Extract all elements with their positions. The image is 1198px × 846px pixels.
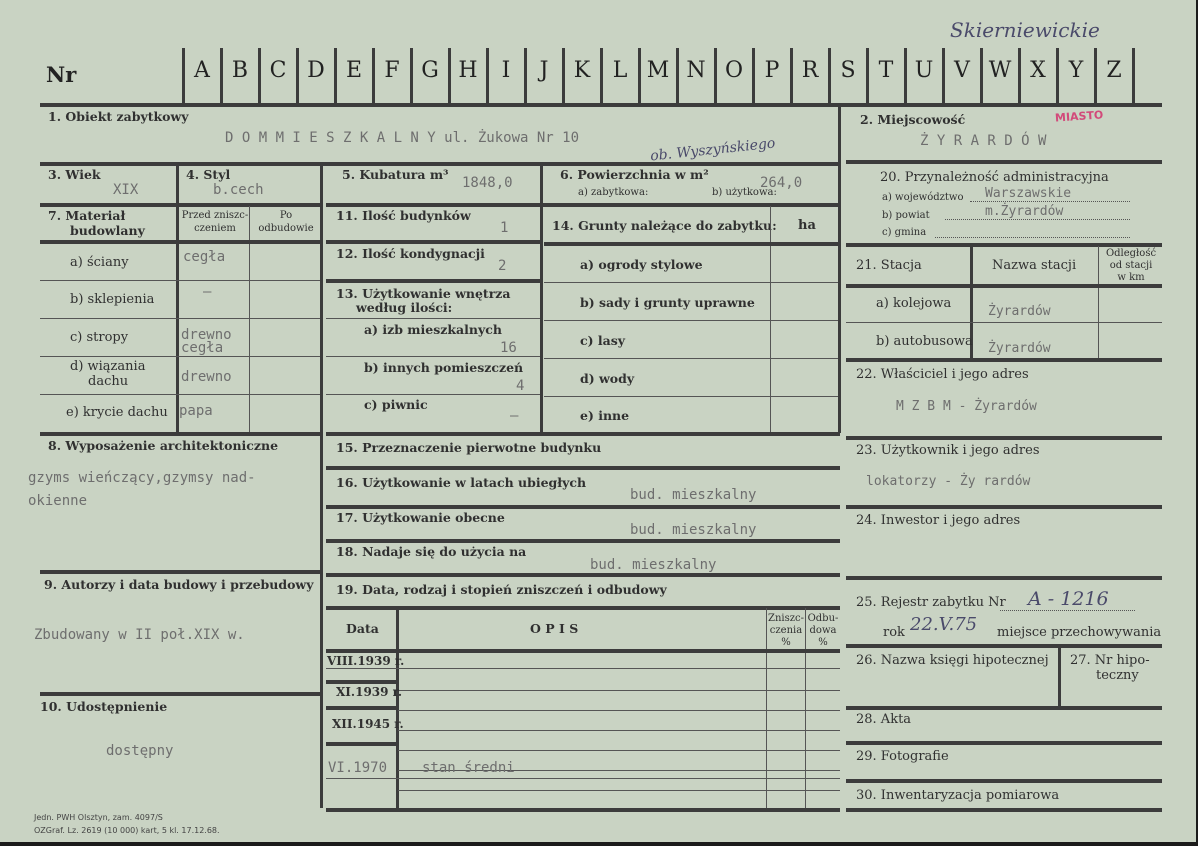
field-7-col-after-1: Po (279, 210, 293, 221)
letter-p: P (764, 58, 780, 83)
field-25-rok-value: 22.V.75 (910, 614, 978, 635)
letter-d: D (307, 58, 325, 83)
field-19-col-zn-1: Zniszc- (768, 613, 804, 624)
field-21-b-value: Żyrardów (988, 341, 1051, 356)
rule-19-r1 (326, 680, 398, 684)
rule-14c (544, 358, 838, 359)
field-1-label: 1. Obiekt zabytkowy (48, 109, 189, 124)
field-1-handwritten: ob. Wyszyńskiego (649, 135, 777, 165)
field-7b-label: b) sklepienia (70, 292, 155, 307)
rule-7c (40, 356, 320, 357)
field-20-c-dotline (935, 237, 1130, 238)
rule-after-field-15 (326, 466, 840, 470)
field-20-a-dotline (970, 201, 1130, 202)
field-5-label: 5. Kubatura m³ (342, 167, 449, 182)
field-12-value: 2 (498, 258, 507, 274)
rule-after-field-21 (846, 358, 1162, 362)
field-21-a-label: a) kolejowa (876, 296, 952, 311)
field-3-label: 3. Wiek (48, 167, 101, 182)
rule-7d (40, 394, 320, 395)
rule-after-field-30 (846, 808, 1162, 812)
rule-after-3-4 (40, 203, 322, 207)
rule-field-7-header (40, 240, 322, 244)
field-19-col-zn-3: % (781, 637, 791, 648)
field-20-b-value: m.Żyrardów (985, 204, 1064, 219)
letter-m: M (646, 58, 670, 83)
rule-13b (326, 394, 540, 395)
field-26-label: 26. Nazwa księgi hipotecznej (856, 653, 1049, 668)
rule-19-sub7 (398, 790, 840, 791)
field-9-value: Zbudowany w II poł.XIX w. (34, 627, 245, 643)
field-14b-label: b) sady i grunty uprawne (580, 295, 755, 310)
letter-k: K (573, 58, 591, 83)
rule-19-sub2 (398, 690, 840, 691)
field-4-label: 4. Styl (186, 167, 231, 182)
field-13c-value: – (510, 408, 519, 424)
rule-after-field-17 (326, 539, 840, 543)
rule-14a (544, 282, 838, 283)
field-13a-value: 16 (500, 340, 517, 356)
field-17-value: bud. mieszkalny (630, 522, 757, 538)
field-7e-before: papa (179, 403, 213, 419)
field-7b-before: – (203, 284, 212, 300)
field-7e-label: e) krycie dachu (66, 405, 168, 420)
letter-j: J (539, 58, 549, 83)
letter-c: C (269, 58, 287, 83)
letter-n: N (686, 58, 706, 83)
rule-19-r4 (326, 778, 840, 779)
field-25-rok-label: rok (883, 625, 905, 640)
field-19-date-1: VIII.1939 r. (327, 654, 405, 668)
field-13b-value: 4 (516, 378, 525, 394)
field-19-date-2: XI.1939 r. (336, 685, 403, 699)
letter-f: F (384, 58, 400, 83)
field-21-a-value: Żyrardów (988, 304, 1051, 319)
field-19-col-date: Data (346, 621, 379, 636)
letter-u: U (914, 58, 934, 83)
field-13b-label: b) innych pomieszczeń (364, 360, 524, 375)
field-17-label: 17. Użytkowanie obecne (336, 510, 505, 525)
rule-field-19-bottom (326, 808, 840, 812)
letter-t: T (878, 58, 894, 83)
rule-7a (40, 280, 320, 281)
letter-b: B (231, 58, 249, 83)
rule-after-5-6 (326, 203, 840, 207)
field-20-label: 20. Przynależność administracyjna (880, 170, 1109, 185)
rule-field-21-header (846, 284, 1162, 288)
letter-s: S (840, 58, 856, 83)
field-4-value: b.cech (213, 182, 264, 198)
field-21-col-dist-2: od stacji (1109, 260, 1153, 271)
rule-field-19-header (326, 649, 840, 653)
field-19-opis-4: stan średni (422, 760, 515, 776)
letter-r: R (801, 58, 819, 83)
field-19-col-opis: O P I S (530, 621, 579, 636)
letter-o: O (724, 58, 744, 83)
letter-x: X (1030, 58, 1046, 83)
field-19-col-zn-2: czenia (769, 625, 803, 636)
field-6-sub-a: a) zabytkowa: (578, 187, 649, 198)
field-12-label: 12. Ilość kondygnacji (336, 246, 485, 261)
rule-19-r3 (326, 742, 398, 746)
letter-v: V (954, 58, 970, 83)
field-15-label: 15. Przeznaczenie pierwotne budynku (336, 440, 602, 455)
field-25-label: 25. Rejestr zabytku Nr (856, 595, 1006, 610)
letter-i: I (501, 58, 511, 83)
field-11-value: 1 (500, 220, 509, 236)
field-25-place-label: miejsce przechowywania (997, 625, 1162, 640)
rule-after-field-25 (846, 644, 1162, 648)
field-14-unit: ha (798, 218, 816, 233)
letter-w: W (988, 58, 1012, 83)
rule-19-r2 (326, 706, 398, 710)
rule-field-19-top (326, 606, 840, 610)
field-25-reg-dotline (1000, 610, 1135, 611)
letter-z: Z (1106, 58, 1122, 83)
letter-l: L (612, 58, 628, 83)
field-20-c-label: c) gmina (882, 227, 927, 238)
nr-label: Nr (46, 62, 77, 87)
field-27-label-1: 27. Nr hipo- (1070, 653, 1150, 668)
field-6-value-b: 264,0 (760, 175, 803, 191)
field-13a-label: a) izb mieszkalnych (364, 322, 502, 337)
field-18-value: bud. mieszkalny (590, 557, 717, 573)
field-28-label: 28. Akta (856, 712, 912, 727)
letter-h: H (458, 58, 478, 83)
rule-after-field-16 (326, 505, 840, 509)
rule-after-field-12 (326, 279, 542, 283)
field-7d-before: drewno (181, 369, 232, 385)
rule-19-sub3 (398, 710, 840, 711)
field-20-a-label: a) województwo (882, 192, 964, 203)
field-14e-label: e) inne (580, 408, 630, 423)
field-25-reg-value: A - 1216 (1028, 588, 1109, 610)
field-6-sub-b: b) użytkowa: (712, 187, 777, 198)
rule-after-field-1 (40, 162, 840, 166)
field-30-label: 30. Inwentaryzacja pomiarowa (856, 788, 1060, 803)
field-16-value: bud. mieszkalny (630, 487, 757, 503)
rule-after-field-7 (40, 432, 322, 436)
rule-after-field-8 (40, 570, 322, 574)
field-21-col-name: Nazwa stacji (992, 258, 1077, 273)
field-22-value: M Z B M - Żyrardów (896, 399, 1037, 414)
field-8-value-2: okienne (28, 493, 88, 509)
field-7d-label-2: dachu (88, 374, 129, 389)
rule-after-field-24 (846, 576, 1162, 580)
field-11-label: 11. Ilość budynków (336, 208, 471, 223)
field-27-label-2: teczny (1096, 668, 1139, 683)
letter-a: A (194, 58, 210, 83)
right-column-divider (838, 105, 841, 433)
field-18-label: 18. Nadaje się do użycia na (336, 544, 527, 559)
rule-after-field-26-27 (846, 706, 1162, 710)
rule-after-field-2 (846, 160, 1162, 164)
rule-19-sub4 (398, 730, 840, 731)
rule-after-field-18 (326, 573, 840, 577)
field-19-col-od-3: % (818, 637, 828, 648)
field-8-label: 8. Wyposażenie architektoniczne (48, 438, 279, 453)
field-7a-label: a) ściany (70, 255, 129, 270)
letter-g: G (421, 58, 439, 83)
field-2-label: 2. Miejscowość (860, 112, 966, 127)
field-13-label-2: według ilości: (356, 300, 453, 315)
field-14a-label: a) ogrody stylowe (580, 257, 703, 272)
field-20-a-value: Warszawskie (985, 186, 1072, 201)
rule-after-field-23 (846, 505, 1162, 509)
rule-7b (40, 318, 320, 319)
letter-y: Y (1068, 58, 1084, 83)
rule-after-field-13-14 (326, 432, 840, 436)
rule-after-field-9 (40, 692, 322, 696)
field-7-col-after-2: odbudowie (258, 223, 314, 234)
field-10-label: 10. Udostępnienie (40, 699, 168, 714)
field-29-label: 29. Fotografie (856, 749, 949, 764)
field-14c-label: c) lasy (580, 333, 626, 348)
field-14-label: 14. Grunty należące do zabytku: (552, 218, 777, 233)
field-16-label: 16. Użytkowanie w latach ubiegłych (336, 475, 587, 490)
field-3-value: XIX (113, 182, 139, 198)
field-1-value: D O M M I E S Z K A L N Y ul. Żukowa Nr 10 (225, 130, 580, 146)
print-footer-line-1: Jedn. PWH Olsztyn, zam. 4097/S (34, 813, 163, 822)
field-5-value: 1848,0 (462, 175, 513, 191)
field-2-stamp: MIASTO (1054, 108, 1104, 125)
rule-19-sub5 (398, 750, 840, 751)
field-21-b-label: b) autobusowa (876, 334, 973, 349)
field-7-label-1: 7. Materiał (48, 208, 126, 223)
field-7d-label: d) wiązania (70, 359, 146, 374)
field-19-col-od-2: dowa (809, 625, 837, 636)
field-13c-label: c) piwnic (364, 397, 428, 412)
field-6-label: 6. Powierzchnia w m² (560, 167, 709, 182)
field-8-value-1: gzyms wieńczący,gzymsy nad- (28, 470, 256, 486)
field-20-b-label: b) powiat (882, 210, 930, 221)
field-10-value: dostępny (106, 743, 174, 759)
field-23-value: lokatorzy - Ży rardów (866, 474, 1031, 489)
field-7c-before: drewno (181, 327, 232, 343)
print-footer-line-2: OZGraf. Lz. 2619 (10 000) kart, 5 kl. 17.12.68. (34, 826, 220, 835)
field-7a-before: cegła (183, 249, 226, 265)
rule-after-field-20 (846, 243, 1162, 247)
field-22-label: 22. Właściciel i jego adres (856, 367, 1029, 382)
field-23-label: 23. Użytkownik i jego adres (856, 443, 1040, 458)
field-7-col-before-1: Przed zniszc- (181, 210, 249, 221)
field-2-value: Ż Y R A R D Ó W (920, 133, 1047, 149)
handwritten-region-note: Skierniewickie (950, 18, 1100, 42)
rule-after-field-22 (846, 436, 1162, 440)
rule-after-field-29 (846, 779, 1162, 783)
rule-21a (846, 322, 1162, 323)
field-21-col-dist-1: Odległość (1105, 248, 1157, 259)
field-19-date-4: VI.1970 (328, 760, 388, 776)
rule-field-14-header (544, 242, 840, 246)
field-14d-label: d) wody (580, 371, 635, 386)
field-7c-label: c) stropy (70, 330, 129, 345)
field-21-col-dist-3: w km (1117, 272, 1145, 283)
rule-14d (544, 396, 838, 397)
field-7-col-before-2: czeniem (194, 223, 236, 234)
field-24-label: 24. Inwestor i jego adres (856, 513, 1021, 528)
field-21-label: 21. Stacja (856, 258, 922, 273)
letter-separator (1132, 48, 1135, 104)
letter-e: E (345, 58, 363, 83)
field-19-label: 19. Data, rodzaj i stopień zniszczeń i odbudowy (336, 582, 667, 597)
rule-after-field-28 (846, 741, 1162, 745)
rule-after-field-11 (326, 240, 542, 244)
header-rule (40, 103, 1162, 107)
field-7-label-2: budowlany (70, 223, 145, 238)
rule-14b (544, 320, 838, 321)
field-20-b-dotline (945, 219, 1130, 220)
left-column-divider (320, 164, 323, 808)
field-26-27-divider (1058, 646, 1061, 708)
rule-13a (326, 356, 540, 357)
field-7c-before-2: cegła (181, 340, 224, 356)
field-13-label-1: 13. Użytkowanie wnętrza (336, 286, 511, 301)
field-19-col-od-1: Odbu- (807, 613, 839, 624)
field-9-label: 9. Autorzy i data budowy i przebudowy (44, 577, 314, 592)
rule-13-head (326, 318, 540, 319)
field-19-date-3: XII.1945 r. (332, 717, 404, 731)
